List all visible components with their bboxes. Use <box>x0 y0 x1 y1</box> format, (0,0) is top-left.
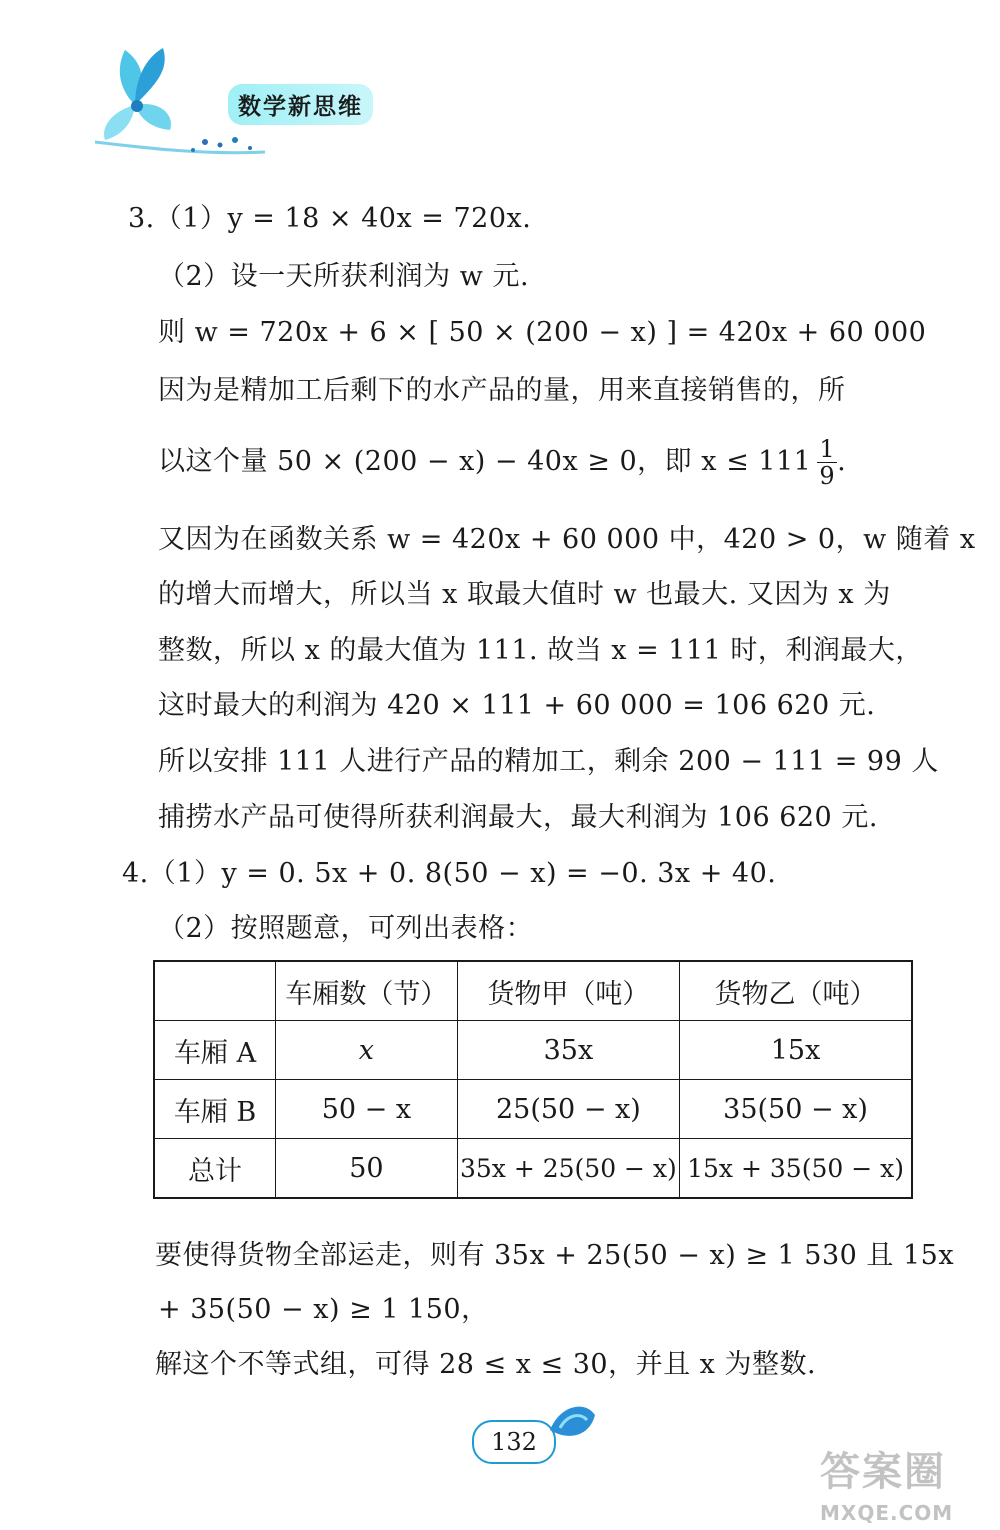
table-cell: 15x + 35(50 − x) <box>680 1139 912 1199</box>
table-cell: 50 <box>276 1139 458 1199</box>
q3-line-10: 所以安排 111 人进行产品的精加工，剩余 200 − 111 = 99 人 <box>158 746 939 777</box>
table-header-row <box>154 961 912 1021</box>
q3-line-1: 3.（1）y = 18 × 40x = 720x. <box>128 203 532 234</box>
table-header-cell <box>154 961 276 1021</box>
table-cell: 35(50 − x) <box>680 1080 912 1139</box>
watermark-logo: 答案圈 <box>820 1449 946 1495</box>
q3-line-5: 以这个量 50 × (200 − x) − 40x ≥ 0，即 x ≤ 111 $\frac{1}{9}$ . <box>158 435 847 490</box>
q3-line-2: （2）设一天所获利润为 w 元. <box>158 261 530 292</box>
q3-line-11: 捕捞水产品可使得所获利润最大，最大利润为 106 620 元. <box>158 802 878 833</box>
q3-line-5-text: 以这个量 50 × (200 − x) − 40x ≥ 0，即 x ≤ 111 <box>158 446 812 477</box>
q3-line-9: 这时最大的利润为 420 × 111 + 60 000 = 106 620 元. <box>158 690 876 721</box>
table-header-cell: 车厢数（节） <box>276 961 458 1021</box>
q4-line-3: 要使得货物全部运走，则有 35x + 25(50 − x) ≥ 1 530 且 15x <box>155 1240 955 1271</box>
table-cell: 35x + 25(50 − x) <box>457 1139 679 1199</box>
q4-line-2: （2）按照题意，可列出表格： <box>158 913 534 944</box>
table-cell: 25(50 − x) <box>457 1080 679 1139</box>
q3-line-4: 因为是精加工后剩下的水产品的量，用来直接销售的，所 <box>158 375 846 406</box>
table-row <box>154 1139 912 1199</box>
fraction-denominator: 9 <box>819 462 836 490</box>
watermark-url: MXQE.COM <box>820 1501 954 1525</box>
table-cell: 15x <box>680 1021 912 1080</box>
watermark <box>820 1440 990 1525</box>
table-cell: 总计 <box>154 1139 276 1199</box>
table-cell: 50 − x <box>276 1080 458 1139</box>
q4-line-1: 4.（1）y = 0. 5x + 0. 8(50 − x) = −0. 3x + 40. <box>122 858 777 889</box>
table-cell: 车厢 B <box>154 1080 276 1139</box>
q4-line-4: + 35(50 − x) ≥ 1 150， <box>158 1294 489 1325</box>
q3-line-8: 整数，所以 x 的最大值为 111. 故当 x = 111 时，利润最大， <box>158 635 923 666</box>
table-header-cell: 货物甲（吨） <box>457 961 679 1021</box>
table-header-cell: 货物乙（吨） <box>680 961 912 1021</box>
fraction <box>817 436 837 489</box>
q4-line-5: 解这个不等式组，可得 28 ≤ x ≤ 30，并且 x 为整数. <box>155 1349 817 1380</box>
page-ornament-icon <box>545 1400 605 1450</box>
table-cell: 35x <box>457 1021 679 1080</box>
table-row <box>154 1080 912 1139</box>
table-cell: 车厢 A <box>154 1021 276 1080</box>
fraction-numerator: 1 <box>819 435 836 463</box>
q3-line-6: 又因为在函数关系 w = 420x + 60 000 中，420 > 0，w 随着 x <box>158 524 976 555</box>
table-row <box>154 1021 912 1080</box>
page-number: 132 <box>472 1420 556 1464</box>
q3-line-3: 则 w = 720x + 6 × [ 50 × (200 − x) ] = 420x + 60 000 <box>158 317 927 348</box>
header-title: 数学新思维 <box>228 84 373 125</box>
q3-line-7: 的增大而增大，所以当 x 取最大值时 w 也最大. 又因为 x 为 <box>158 579 891 610</box>
table-cell: x <box>276 1021 458 1080</box>
cargo-table <box>153 960 913 1199</box>
